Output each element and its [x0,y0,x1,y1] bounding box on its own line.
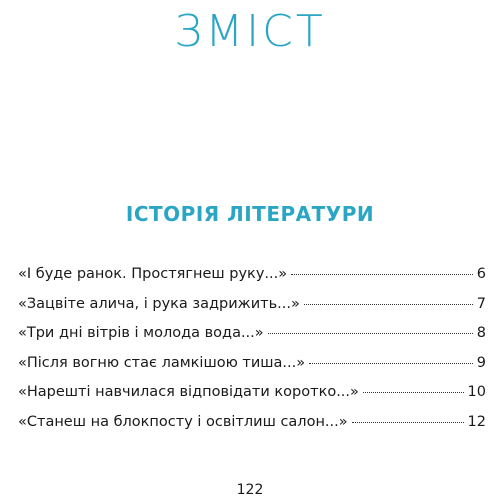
toc-entry-page: 9 [476,354,486,371]
toc-entry[interactable] [18,412,486,442]
toc-entry-title: «Три дні вітрів і молода вода...» [18,325,264,342]
toc-entry-page: 12 [467,413,486,430]
toc-entry-page: 7 [476,295,486,312]
toc-entry-title: «Зацвіте алича, і рука задрижить...» [18,295,300,312]
toc-dot-leader [268,333,473,334]
toc-dot-leader [352,422,464,423]
toc-dot-leader [363,392,464,393]
toc-entry-title: «Нарешті навчилася відповідати коротко...» [18,384,359,401]
toc-entry-title: «І буде ранок. Простягнеш руку...» [18,266,288,282]
toc-entry[interactable] [18,353,486,383]
table-of-contents [18,264,486,442]
toc-entry-title: «Станеш на блокпосту і освітлиш салон...» [18,413,348,430]
toc-entry[interactable] [18,382,486,412]
toc-dot-leader [291,274,473,275]
toc-entry[interactable] [18,294,486,324]
toc-entry-page: 10 [467,384,486,401]
section-title: ІСТОРІЯ ЛІТЕРАТУРИ [125,202,375,226]
toc-entry-page: 6 [476,266,486,282]
toc-entry-page: 8 [476,325,486,342]
toc-entry[interactable] [18,264,486,294]
toc-dot-leader [309,363,473,364]
toc-dot-leader [304,304,473,305]
page-number: 122 [236,482,264,498]
toc-entry[interactable] [18,323,486,353]
page-title: ЗМІСТ [174,6,326,57]
toc-entry-title: «Після вогню стає ламкішою тиша...» [18,354,306,371]
